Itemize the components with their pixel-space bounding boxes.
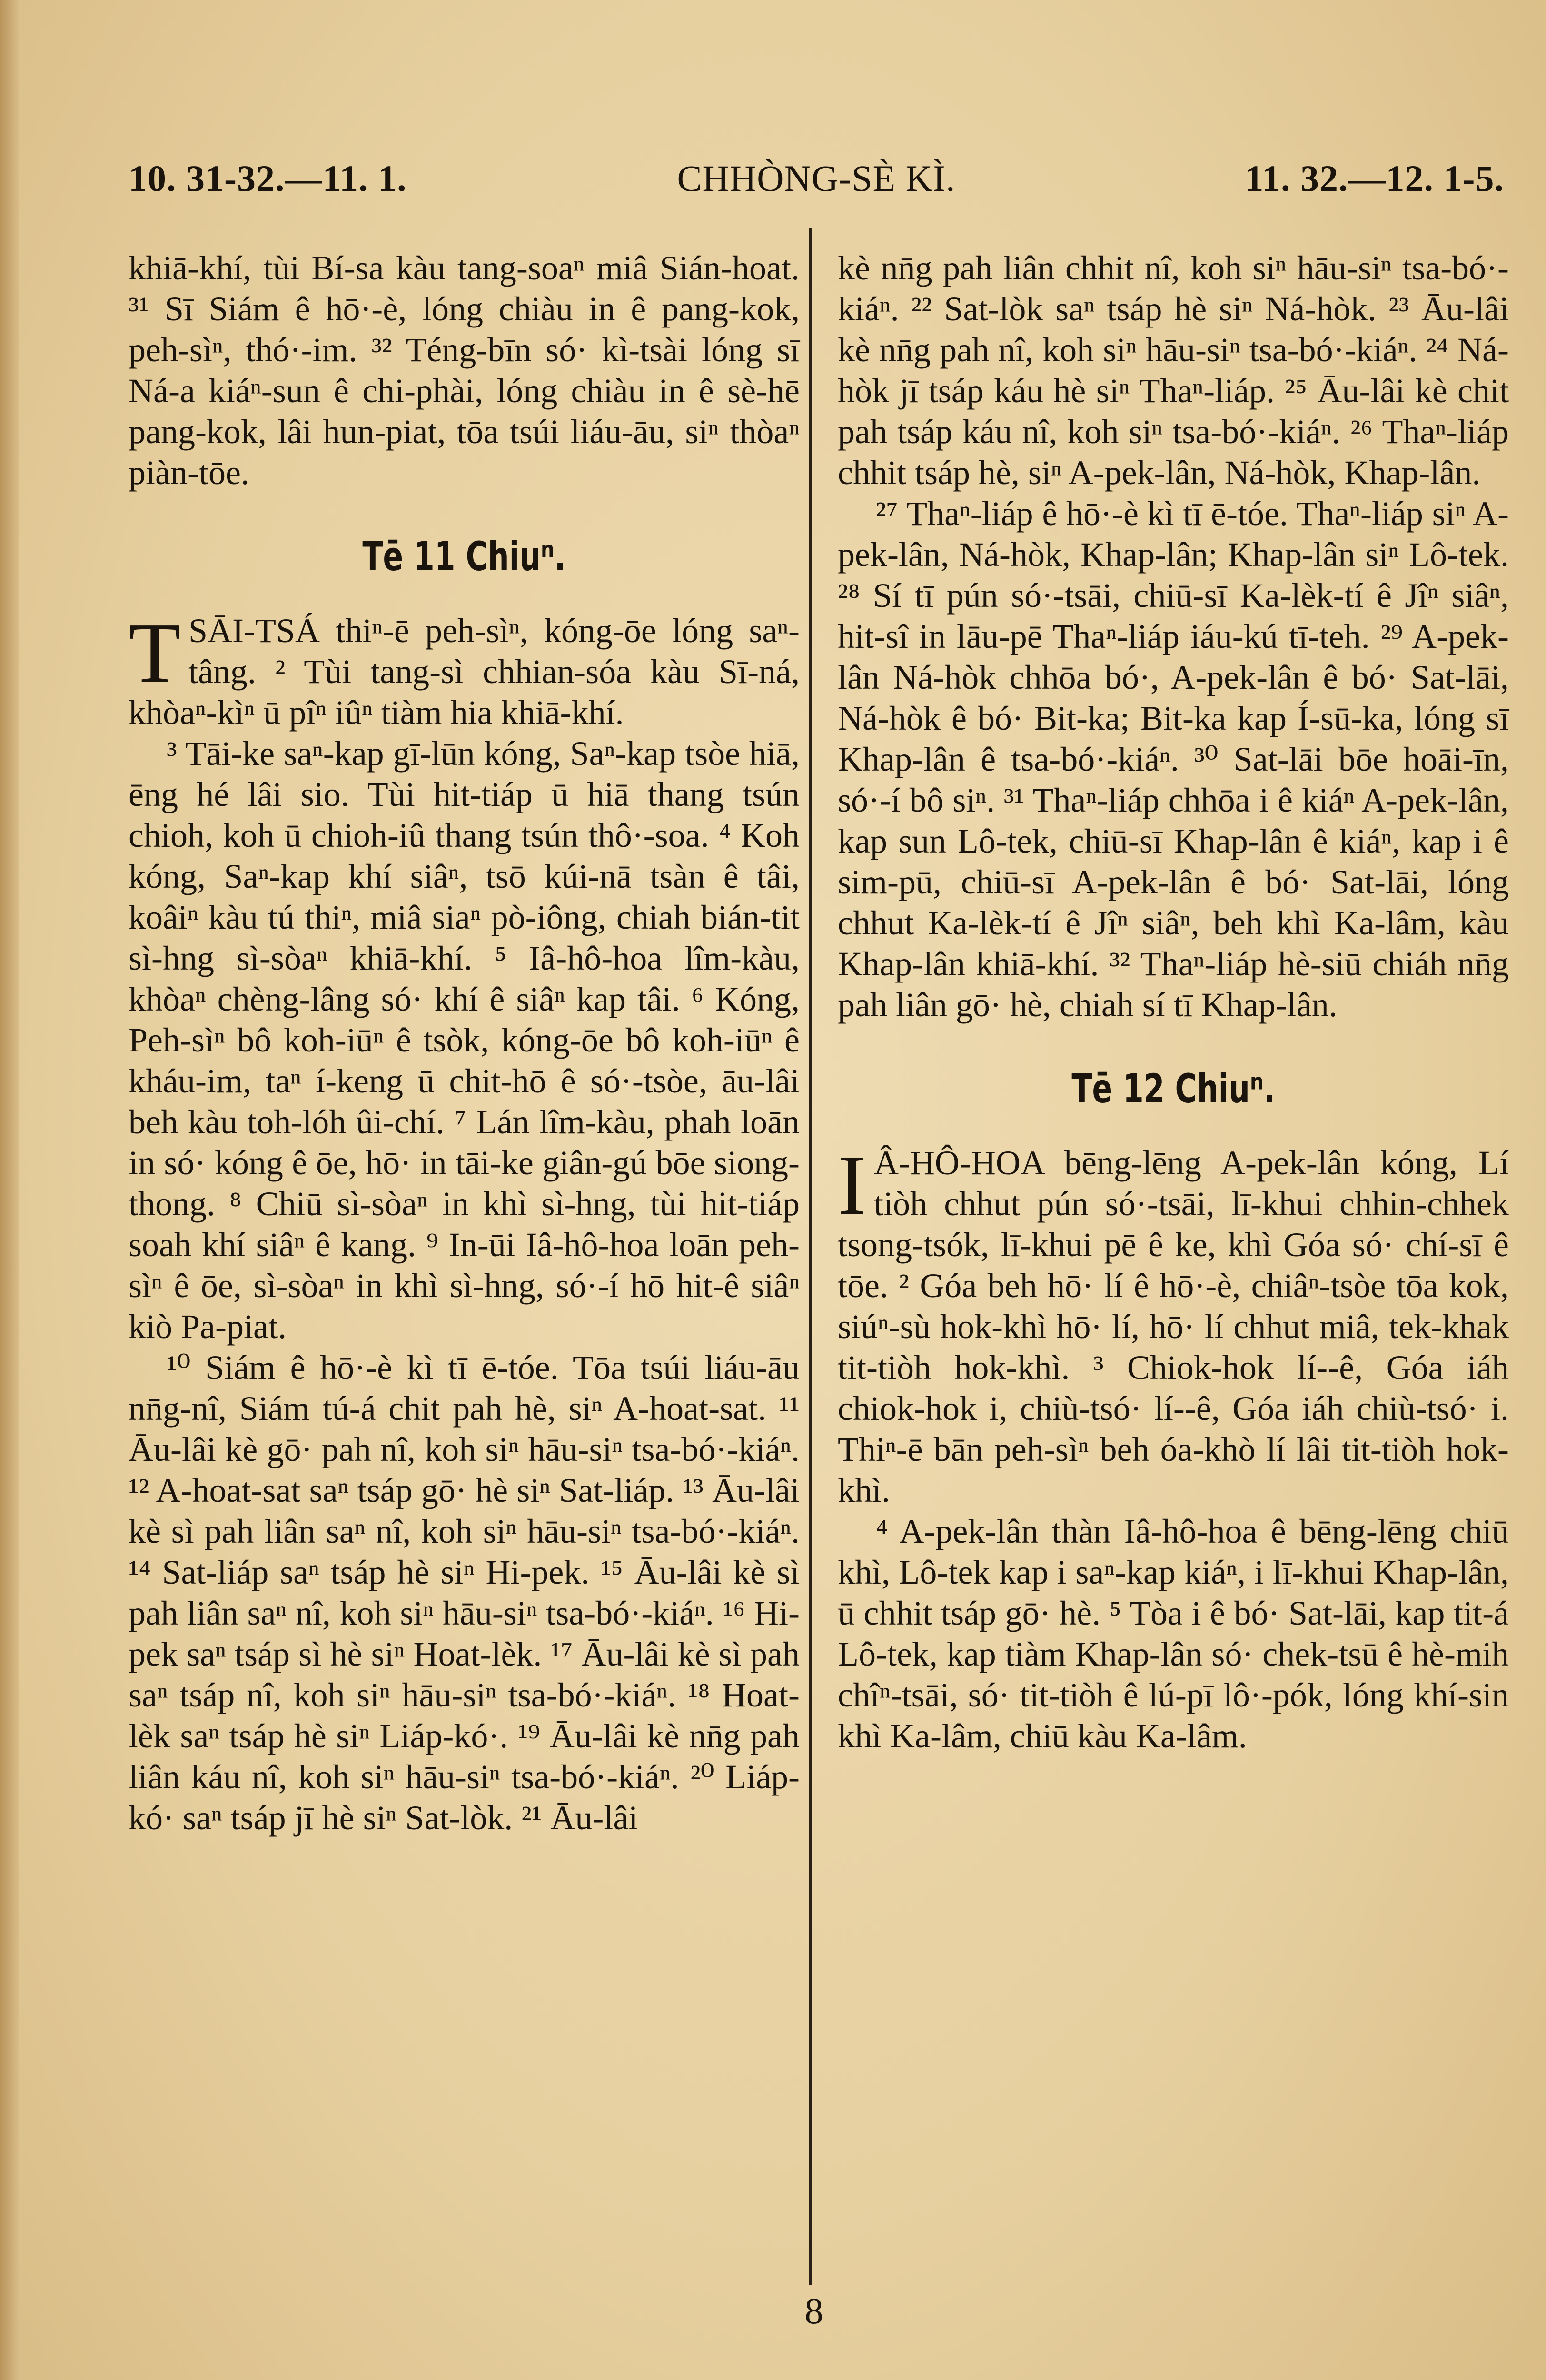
page-number: 8	[804, 2290, 823, 2331]
column-divider	[809, 228, 812, 2285]
right-paragraph-3-text: Â-HÔ-HOA bēng-lēng A-pek-lân kóng, Lí tiòh chhut pún só·-tsāi, lī-khui chhin-chhek tsong-tsók, lī-khui pē ê ke, khì Góa só· chí-sī ê tōe. ² Góa beh hō· lí ê hō·-è, chiâⁿ-tsòe tōa kok, siúⁿ-sù hok-khì hō· lí, hō· lí chhut miâ, tek-khak tit-tiòh hok-khì. ³ Chiok-hok lí--ê, Góa iáh chiok-hok i, chiù-tsó· lí--ê, Góa iáh chiù-tsó· i. Thiⁿ-ē bān peh-sìⁿ beh óa-khò lí lâi tit-tiòh hok-khì.	[838, 1144, 1509, 1509]
drop-cap: I	[838, 1138, 866, 1232]
header-title: CHHÒNG-SÈ KÌ.	[677, 158, 956, 199]
header-right-ref: 11. 32.—12. 1-5.	[1245, 158, 1504, 199]
running-header	[129, 157, 1504, 209]
left-column	[129, 248, 800, 1838]
right-paragraph-1: kè nn̄g pah liân chhit nî, koh siⁿ hāu-siⁿ tsa-bó·-kiáⁿ. ²² Sat-lòk saⁿ tsáp hè siⁿ Ná-hòk. ²³ Āu-lâi kè nn̄g pah nî, koh siⁿ hāu-siⁿ tsa-bó·-kiáⁿ. ²⁴ Ná-hòk jī tsáp káu hè siⁿ Thaⁿ-liáp. ²⁵ Āu-lâi kè chit pah tsáp káu nî, koh siⁿ tsa-bó·-kiáⁿ. ²⁶ Thaⁿ-liáp chhit tsáp hè, siⁿ A-pek-lân, Ná-hòk, Khap-lân.	[838, 249, 1509, 492]
left-paragraph-3: ³ Tāi-ke saⁿ-kap gī-lūn kóng, Saⁿ-kap tsòe hiā, ēng hé lâi sio. Tùi hit-tiáp ū hiā thang tsún chioh, koh ū chioh-iû thang tsún thô·-soa. ⁴ Koh kóng, Saⁿ-kap khí siâⁿ, tsō kúi-nā tsàn ê tâi, koâiⁿ kàu tú thiⁿ, miâ siaⁿ pò-iông, chiah bián-tit sì-hng sì-sòaⁿ khiā-khí. ⁵ Iâ-hô-hoa lîm-kàu, khòaⁿ chèng-lâng só· khí ê siâⁿ kap tâi. ⁶ Kóng, Peh-sìⁿ bô koh-iūⁿ ê tsòk, kóng-ōe bô koh-iūⁿ ê kháu-im, taⁿ í-keng ū chit-hō ê só·-tsòe, āu-lâi beh kàu toh-lóh ûi-chí. ⁷ Lán lîm-kàu, phah loān in só· kóng ê ōe, hō· in tāi-ke giân-gú bōe siong-thong. ⁸ Chiū sì-sòaⁿ in khì sì-hng, tùi hit-tiáp soah khí siâⁿ ê kang. ⁹ In-ūi Iâ-hô-hoa loān peh-sìⁿ ê ōe, sì-sòaⁿ in khì sì-hng, só·-í hō hit-ê siâⁿ kiò Pa-piat.	[129, 734, 800, 1346]
chapter-heading-11: Tē 11 Chiuⁿ.	[362, 533, 566, 580]
right-column	[838, 248, 1509, 1756]
right-paragraph-2: ²⁷ Thaⁿ-liáp ê hō·-è kì tī ē-tóe. Thaⁿ-liáp siⁿ A-pek-lân, Ná-hòk, Khap-lân; Khap-lân siⁿ Lô-tek. ²⁸ Sí tī pún só·-tsāi, chiū-sī Ka-lèk-tí ê Jîⁿ siâⁿ, hit-sî in lāu-pē Thaⁿ-liáp iáu-kú tī-teh. ²⁹ A-pek-lân Ná-hòk chhōa bó·, A-pek-lân ê bó· Sat-lāi, Ná-hòk ê bó· Bit-ka; Bit-ka kap Í-sū-ka, lóng sī Khap-lân ê tsa-bó·-kiáⁿ. ³⁰ Sat-lāi bōe hoāi-īn, só·-í bô siⁿ. ³¹ Thaⁿ-liáp chhōa i ê kiáⁿ A-pek-lân, kap sun Lô-tek, chiū-sī Khap-lân ê kiáⁿ, kap i ê sim-pū, chiū-sī A-pek-lân ê bó· Sat-lāi, lóng chhut Ka-lèk-tí ê Jîⁿ siâⁿ, beh khì Ka-lâm, kàu Khap-lân khiā-khí. ³² Thaⁿ-liáp hè-siū chiáh nn̄g pah liân gō· hè, chiah sí tī Khap-lân.	[838, 495, 1509, 1024]
page-edge	[0, 0, 19, 2380]
left-paragraph-2-text: SĀI-TSÁ thiⁿ-ē peh-sìⁿ, kóng-ōe lóng saⁿ-tâng. ² Tùi tang-sì chhian-sóa kàu Sī-ná, khòaⁿ-kìⁿ ū pîⁿ iûⁿ tiàm hia khiā-khí.	[129, 612, 800, 732]
right-paragraph-3	[838, 1138, 1509, 1511]
chapter-heading-12: Tē 12 Chiuⁿ.	[1071, 1065, 1275, 1112]
left-paragraph-1: khiā-khí, tùi Bí-sa kàu tang-soaⁿ miâ Sián-hoat. ³¹ Sī Siám ê hō·-è, lóng chiàu in ê pang-kok, peh-sìⁿ, thó·-im. ³² Téng-bīn só· kì-tsài lóng sī Ná-a kiáⁿ-sun ê chi-phài, lóng chiàu in ê sè-hē pang-kok, lâi hun-piat, tōa tsúi liáu-āu, siⁿ thòaⁿ piàn-tōe.	[129, 249, 800, 492]
right-paragraph-4: ⁴ A-pek-lân thàn Iâ-hô-hoa ê bēng-lēng chiū khì, Lô-tek kap i saⁿ-kap kiáⁿ, i lī-khui Khap-lân, ū chhit tsáp gō· hè. ⁵ Tòa i ê bó· Sat-lāi, kap tit-á Lô-tek, kap tiàm Khap-lân só· chek-tsū ê hè-mih chîⁿ-tsāi, só· tit-tiòh ê lú-pī lô·-pók, lóng khí-sin khì Ka-lâm, chiū kàu Ka-lâm.	[838, 1512, 1509, 1755]
left-paragraph-2	[129, 605, 800, 733]
header-left-ref: 10. 31-32.—11. 1.	[129, 158, 407, 199]
drop-cap: T	[129, 605, 181, 700]
left-paragraph-4: ¹⁰ Siám ê hō·-è kì tī ē-tóe. Tōa tsúi liáu-āu nn̄g-nî, Siám tú-á chit pah hè, siⁿ A-hoat-sat. ¹¹ Āu-lâi kè gō· pah nî, koh siⁿ hāu-siⁿ tsa-bó·-kiáⁿ. ¹² A-hoat-sat saⁿ tsáp gō· hè siⁿ Sat-liáp. ¹³ Āu-lâi kè sì pah liân saⁿ nî, koh siⁿ hāu-siⁿ tsa-bó·-kiáⁿ. ¹⁴ Sat-liáp saⁿ tsáp hè siⁿ Hi-pek. ¹⁵ Āu-lâi kè sì pah liân saⁿ nî, koh siⁿ hāu-siⁿ tsa-bó·-kiáⁿ. ¹⁶ Hi-pek saⁿ tsáp sì hè siⁿ Hoat-lèk. ¹⁷ Āu-lâi kè sì pah saⁿ tsáp nî, koh siⁿ hāu-siⁿ tsa-bó·-kiáⁿ. ¹⁸ Hoat-lèk saⁿ tsáp hè siⁿ Liáp-kó·. ¹⁹ Āu-lâi kè nn̄g pah liân káu nî, koh siⁿ hāu-siⁿ tsa-bó·-kiáⁿ. ²⁰ Liáp-kó· saⁿ tsáp jī hè siⁿ Sat-lòk. ²¹ Āu-lâi	[129, 1349, 800, 1837]
